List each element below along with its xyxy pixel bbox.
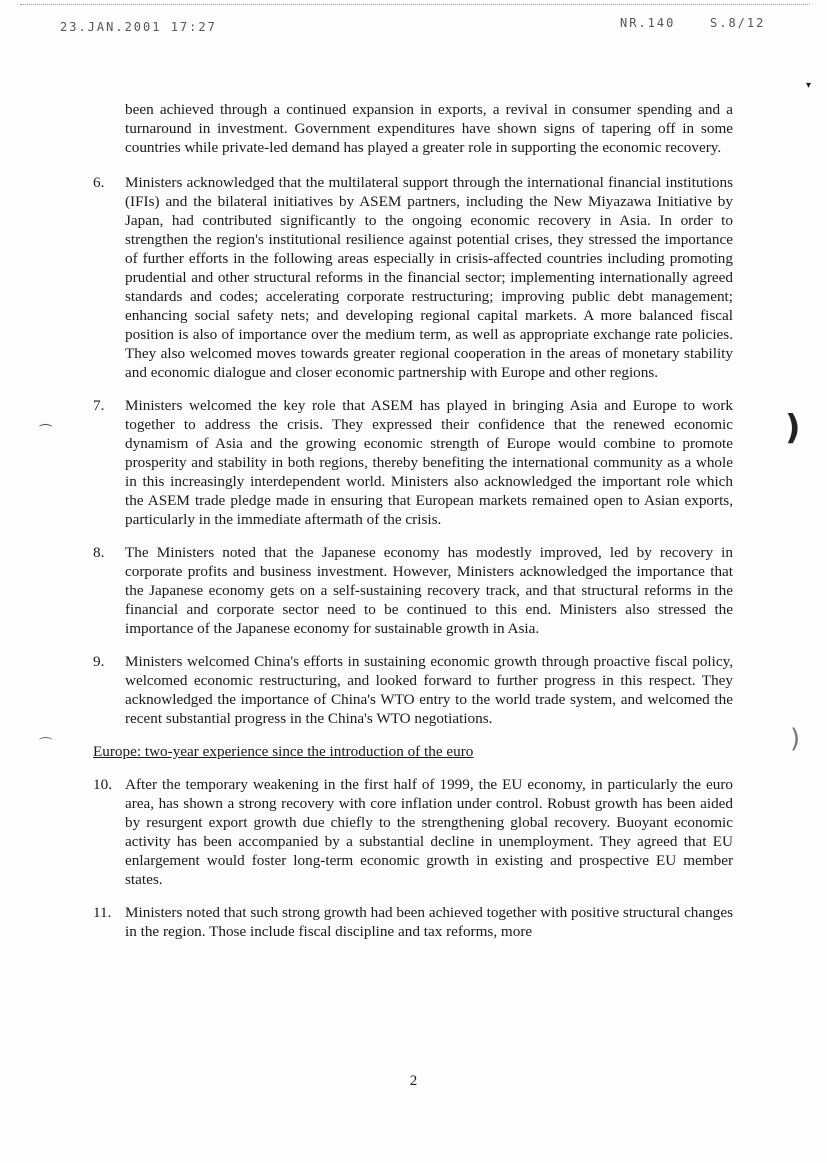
paragraph-text: Ministers welcomed the key role that ASEM has played in bringing Asia and Europe to work together to address the crisis. They expressed their confidence that the renewed economic dynamism of Asia and the growing economic strength of Europe would combine to promote prosperity and stability in both regions, thereby benefiting the international community as a whole in this increasingly interdependent world. Ministers also acknowledged the important role which the ASEM trade pledge made in ensuring that European markets remained open to Asian exports, particularly in the immediate aftermath of the crisis. [125,397,733,528]
continuation-paragraph: been achieved through a continued expansion in exports, a revival in consumer spending and a turnaround in investment. Government expenditures have shown signs of tapering off in some countries while private-led demand has played a greater role in supporting the economic recovery. [125,101,733,156]
paragraph-number: 6. [93,174,105,191]
fax-page: S.8/12 [710,16,766,30]
paragraph-text: The Ministers noted that the Japanese economy has modestly improved, led by recovery in corporate profits and business investment. However, Ministers acknowledged the importance that the Japanese economy gets on a self-sustaining recovery track, and that structural reforms in the financial and corporate sector need to be continued to this end. Ministers also stressed the importance of the Japanese economy for sustainable growth in Asia. [125,544,733,637]
fax-date-time: 23.JAN.2001 17:27 [60,20,217,34]
paragraph-11 [93,903,733,941]
fax-number: NR.140 [620,16,676,30]
paragraph-number: 9. [93,653,105,670]
paragraph-7 [93,396,733,529]
section-heading: Europe: two-year experience since the introduction of the euro [93,743,474,760]
paragraph-6 [93,173,733,382]
paragraph-number: 11. [93,904,112,921]
paragraph-text: Ministers noted that such strong growth had been achieved together with positive structural changes in the region. Those include fiscal discipline and tax reforms, more [125,904,733,940]
fax-header [0,14,827,36]
scan-artifact-dash: ⁀ [40,425,52,441]
paragraph-8 [93,543,733,638]
document-body [93,100,733,955]
paragraph-10 [93,775,733,889]
fax-top-border [20,4,810,6]
paragraph-text: Ministers acknowledged that the multilateral support through the international financial institutions (IFIs) and the bilateral initiatives by ASEM partners, including the New Miyazawa Initiative by Japan, had contributed significantly to the ongoing economic recovery in Asia. In order to strengthen the region's institutional resilience against potential crises, they stressed the importance of further efforts in the following areas especially in crisis-affected countries including promoting prudential and other structural reforms in the financial sector; implementing internationally agreed standards and codes; accelerating corporate restructuring; improving public debt management; enhancing social safety nets; and developing regional capital markets. A more balanced fiscal position is also of importance over the medium term, as well as appropriate exchange rate policies. They also welcomed moves towards greater regional cooperation in the areas of monetary stability and economic dialogue and closer economic partnership with Europe and other regions. [125,174,733,381]
scan-artifact-bracket: ) [785,408,801,448]
scan-artifact-bracket: ) [790,724,801,754]
paragraph-number: 7. [93,397,105,414]
paragraph-9 [93,652,733,728]
scan-artifact-tick: ▾ [806,80,812,91]
scan-artifact-dash: ⁀ [40,738,52,754]
paragraph-number: 10. [93,776,112,793]
page-number: 2 [409,1073,418,1089]
paragraph-text: Ministers welcomed China's efforts in sustaining economic growth through proactive fiscal policy, welcomed economic restructuring, and looked forward to further progress in this respect. They acknowledged the importance of China's WTO entry to the world trade system, and welcomed the recent substantial progress in the China's WTO negotiations. [125,653,733,727]
paragraph-text: After the temporary weakening in the first half of 1999, the EU economy, in particularly the euro area, has shown a strong recovery with core inflation under control. Robust growth has been aided by resurgent export growth due chiefly to the strengthening global recovery. Buoyant economic activity has been accompanied by a substantial decline in unemployment. They agreed that EU enlargement would foster long-term economic growth in existing and prospective EU member states. [125,776,733,888]
paragraph-number: 8. [93,544,105,561]
